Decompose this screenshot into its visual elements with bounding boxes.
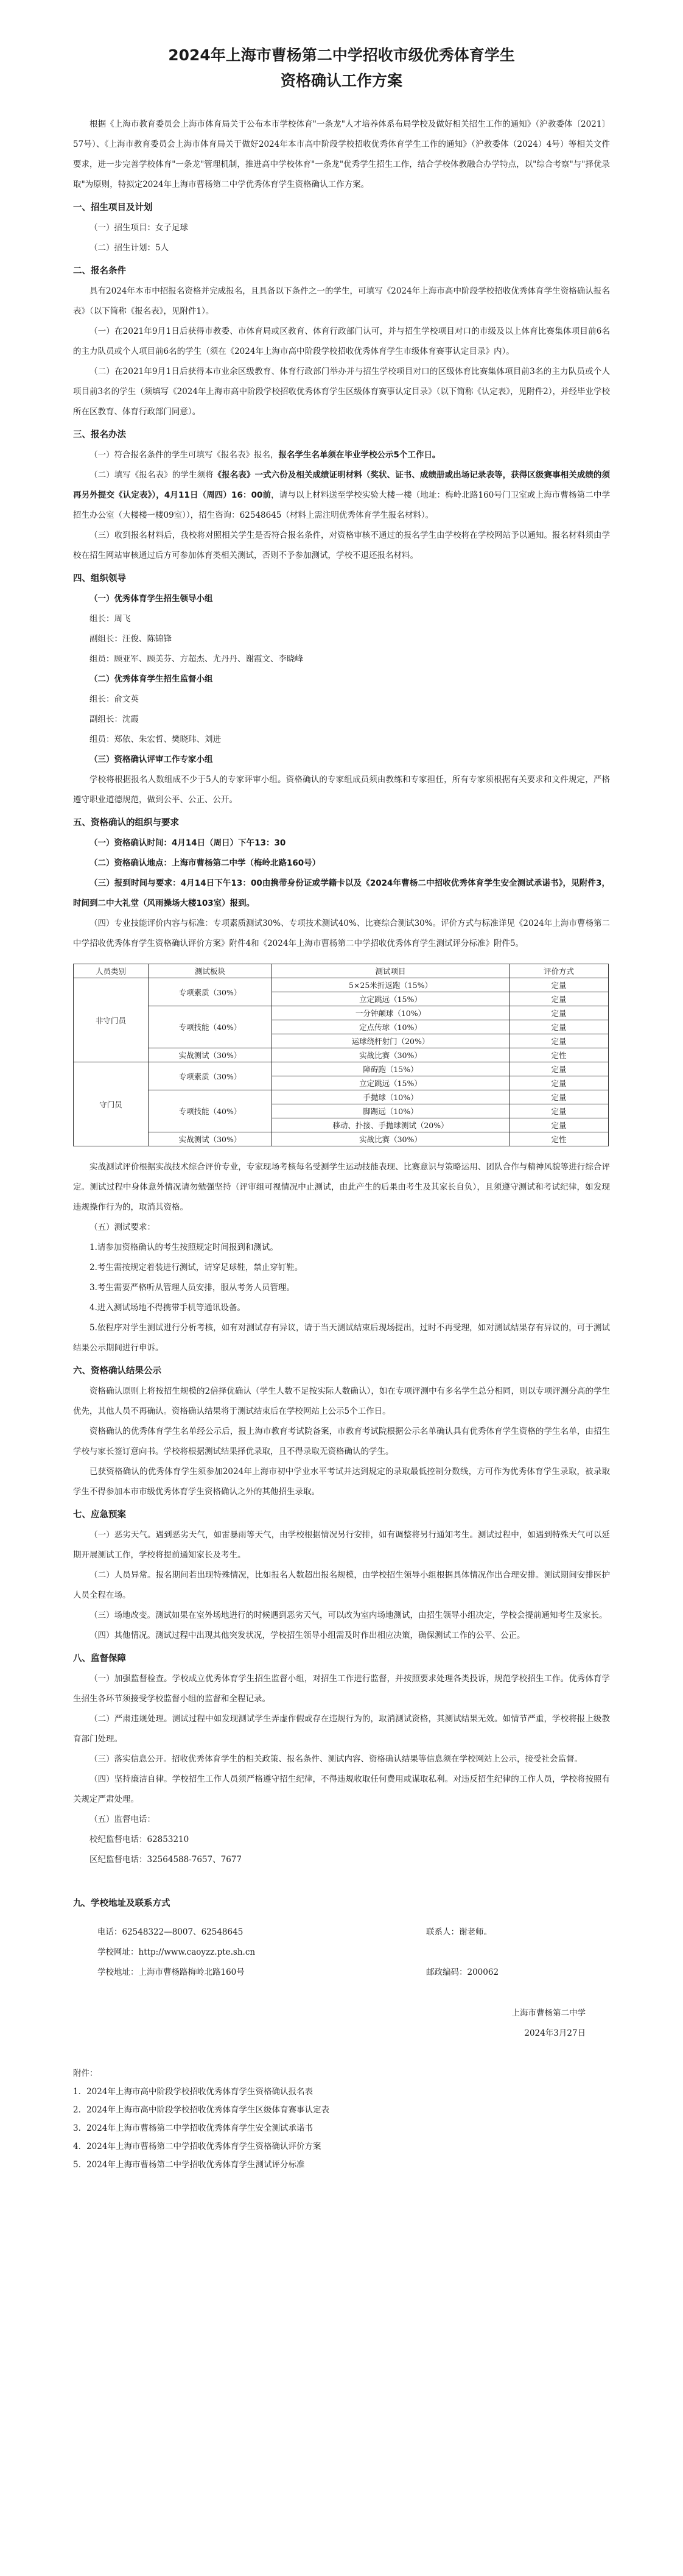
s4-group-2-members: 组员：郑依、朱宏哲、樊晓玮、刘进 xyxy=(89,735,221,744)
table-mode-cell: 定量 xyxy=(510,992,609,1006)
table-group-cell: 守门员 xyxy=(74,1062,149,1146)
table-block-cell: 专项技能（40%） xyxy=(149,1090,272,1132)
s2-paragraph-2: （二）在2021年9月1日后获得本市业余区级教育、体育行政部门举办并与招生学校项目对口的区级体育比赛集体项目前3名的主力队员或个人项目前3名的学生（须填写《2024年上海市高中阶段学校招收优秀体育学生区级体育赛事认定目录》（以下简称《认定表》，见附件2），并经毕业学校所在区教育、体育行政部门同意）。 xyxy=(73,367,610,417)
attachments-list xyxy=(73,2083,610,2174)
section-7-heading: 七、应急预案 xyxy=(73,1510,126,1520)
table-mode-cell: 定量 xyxy=(510,1104,609,1118)
attachment-item: 5．2024年上海市曹杨第二中学招收优秀体育学生测试评分标准 xyxy=(73,2160,305,2170)
s1-item-2: （二）招生计划：5人 xyxy=(89,243,169,253)
s6-paragraph-3: 已获资格确认的优秀体育学生须参加2024年上海市初中学业水平考试并达到规定的录取最低控制分数线，方可作为优秀体育学生录取，被录取学生不得参加本市市级优秀体育学生资格确认之外的其他招生录取。 xyxy=(73,1467,610,1497)
s6-paragraph-1: 资格确认原则上将按招生规模的2倍择优确认（学生人数不足按实际人数确认），如在专项评测中有多名学生总分相同，则以专项评测分高的学生优先，其他人员不再确认。资格确认结果将于测试结束后在学校网站上公示5个工作日。 xyxy=(73,1386,610,1416)
s3-p2-bold: 《报名表》一式六份及相关成绩证明材料（奖状、证书、成绩册或出场记录表等，获得区级赛事相关成绩的须再另外提交《认定表》），4月11日（周四）16：00前 xyxy=(73,470,611,500)
contact-phone: 电话：62548322—8007、62548645 xyxy=(97,1927,243,1937)
table-row xyxy=(74,978,609,992)
table-group-cell: 非守门员 xyxy=(74,978,149,1062)
s3-p2-tail: ，请与以上材料送至学校实验大楼一楼（地址：梅岭北路160号门卫室或上海市曹杨第二中学招生办公室（大楼楼一楼09室）），招生咨询：62548645（材料上需注明优秀体育学生报名材料）。 xyxy=(73,490,610,520)
table-header-row xyxy=(74,964,609,978)
section-2-heading: 二、报名条件 xyxy=(73,266,126,276)
table-mode-cell: 定量 xyxy=(510,1020,609,1034)
table-mode-cell: 定量 xyxy=(510,1062,609,1076)
s3-paragraph-2 xyxy=(73,465,610,526)
s5-remark-1: 1.请参加资格确认的考生按照规定时间报到和测试。 xyxy=(89,1243,278,1252)
s8-paragraph-2: （二）严肃违规处理。测试过程中如发现测试学生弄虚作假或存在违规行为的，取消测试资格，其测试结果无效。如情节严重，学校将报上级教育部门处理。 xyxy=(73,1714,610,1744)
s3-p2-text: （二）填写《报名表》的学生须将 xyxy=(89,470,214,480)
attachments-heading: 附件： xyxy=(73,2069,98,2078)
s3-paragraph-1 xyxy=(73,445,610,465)
table-row xyxy=(74,1062,609,1076)
table-row xyxy=(74,1132,609,1146)
table-item-cell: 立定跳远（15%） xyxy=(272,1076,510,1090)
s5-after-table: 实战测试评价根据实战技术综合评价专业，专家现场考核每名受测学生运动技能表现、比赛意识与策略运用、团队合作与精神风貌等进行综合评定。测试过程中身体意外情况请勿勉强坚持（评审组可视情况中止测试，由此产生的后果由考生及其家长自负），且须遵守测试和考试纪律，如发现违规操作行为的，取消其资格。 xyxy=(73,1162,610,1212)
s4-group-2-heading: （二）优秀体育学生招生监督小组 xyxy=(89,674,213,684)
table-header: 测试项目 xyxy=(272,964,510,978)
s8-phone-district: 区纪监督电话：32564588-7657、7677 xyxy=(89,1855,242,1865)
table-item-cell: 一分钟颠球（10%） xyxy=(272,1006,510,1020)
s8-paragraph-5: （五）监督电话： xyxy=(89,1815,155,1824)
s4-group-1-members: 组员：顾亚军、顾美芬、方超杰、尤丹丹、谢霞文、李晓峰 xyxy=(89,654,303,664)
table-item-cell: 实战比赛（30%） xyxy=(272,1048,510,1062)
attachment-item: 1．2024年上海市高中阶段学校招收优秀体育学生资格确认报名表 xyxy=(73,2087,313,2097)
table-row xyxy=(74,1048,609,1062)
section-1-heading: 一、招生项目及计划 xyxy=(73,203,153,213)
table-mode-cell: 定量 xyxy=(510,1118,609,1132)
table-item-cell: 移动、扑接、手抛球测试（20%） xyxy=(272,1118,510,1132)
score-table xyxy=(73,964,609,1146)
contact-row-1 xyxy=(73,1922,610,1943)
document-title xyxy=(73,43,610,94)
table-mode-cell: 定量 xyxy=(510,1034,609,1048)
attachment-item: 4．2024年上海市曹杨第二中学招收优秀体育学生资格确认评价方案 xyxy=(73,2142,321,2151)
contact-person: 联系人：谢老师。 xyxy=(426,1927,492,1937)
s8-phone-school: 校纪监督电话：62853210 xyxy=(89,1835,189,1844)
s5-remark-2: 2.考生需按规定着装进行测试，请穿足球鞋，禁止穿钉鞋。 xyxy=(89,1263,303,1272)
s7-paragraph-4: （四）其他情况。测试过程中出现其他突发状况，学校招生领导小组需及时作出相应决策，确保测试工作的公平、公正。 xyxy=(89,1631,525,1640)
section-3-heading: 三、报名办法 xyxy=(73,430,126,440)
school-website: 学校网址：http://www.caoyzz.pte.sh.cn xyxy=(97,1947,256,1957)
s4-group-3-text: 学校将根据报名人数组成不少于5人的专家评审小组。资格确认的专家组成员须由教练和专家担任，所有专家须根据有关要求和文件规定，严格遵守职业道德规范，做到公平、公正、公开。 xyxy=(73,775,610,805)
table-item-cell: 运球绕杆射门（20%） xyxy=(272,1034,510,1048)
intro-paragraph: 根据《上海市教育委员会上海市体育局关于公布本市学校体育"一条龙"人才培养体系布局学校及做好相关招生工作的通知》（沪教委体〔2021〕57号）、《上海市教育委员会上海市体育局关于做好2024年本市高中阶段学校招收优秀体育学生工作的通知》（沪教委体（2024）4号）等相关文件要求，进一步完善学校体育"一条龙"管理机制，推进高中学校体育"一条龙"优秀学生招生工作，结合学校体教融合办学特点，以"综合考察"与"择优录取"为原则，特拟定2024年上海市曹杨第二中学优秀体育学生资格确认工作方案。 xyxy=(73,119,610,189)
table-header: 人员类别 xyxy=(74,964,149,978)
table-block-cell: 专项素质（30%） xyxy=(149,1062,272,1090)
table-block-cell: 专项素质（30%） xyxy=(149,978,272,1006)
signature-date: 2024年3月27日 xyxy=(524,2028,586,2038)
table-item-cell: 障碍跑（15%） xyxy=(272,1062,510,1076)
table-mode-cell: 定量 xyxy=(510,1076,609,1090)
table-mode-cell: 定量 xyxy=(510,978,609,992)
table-row xyxy=(74,1090,609,1104)
s4-group-1-heading: （一）优秀体育学生招生领导小组 xyxy=(89,594,213,604)
s6-paragraph-2: 资格确认的优秀体育学生名单经公示后，报上海市教育考试院备案，市教育考试院根据公示名单确认具有优秀体育学生资格的学生名单，由招生学校与家长签订意向书。学校将根据测试结果择优录取，且不得录取无资格确认的学生。 xyxy=(73,1427,610,1456)
s7-paragraph-2: （二）人员异常。报名期间若出现特殊情况，比如报名人数超出报名规模，由学校招生领导小组根据具体情况作出合理安排。测试期间安排医护人员全程在场。 xyxy=(73,1570,610,1600)
s4-group-3-heading: （三）资格确认评审工作专家小组 xyxy=(89,755,213,764)
attachment-item: 2．2024年上海市高中阶段学校招收优秀体育学生区级体育赛事认定表 xyxy=(73,2105,329,2115)
section-6-heading: 六、资格确认结果公示 xyxy=(73,1366,161,1376)
table-item-cell: 5×25米折返跑（15%） xyxy=(272,978,510,992)
table-item-cell: 脚踢远（10%） xyxy=(272,1104,510,1118)
s2-paragraph-0: 具有2024年本市中招报名资格并完成报名，且具备以下条件之一的学生，可填写《2024年上海市高中阶段学校招收优秀体育学生资格确认报名表》（以下简称《报名表》，见附件1）。 xyxy=(73,286,610,316)
s5-remark-5: 5.依程序对学生测试进行分析考核，如有对测试存有异议，请于当天测试结束后现场提出，过时不再受理，如对测试结果存有异议的，可于测试结果公示期间进行申诉。 xyxy=(73,1323,610,1353)
table-block-cell: 实战测试（30%） xyxy=(149,1048,272,1062)
contact-row-3 xyxy=(73,1963,610,1983)
table-item-cell: 立定跳远（15%） xyxy=(272,992,510,1006)
s8-paragraph-4: （四）坚持廉洁自律。学校招生工作人员须严格遵守招生纪律，不得违规收取任何费用或谋取私利。对违反招生纪律的工作人员，学校将按照有关规定严肃处理。 xyxy=(73,1774,610,1804)
s3-p1-text: （一）符合报名条件的学生可填写《报名表》报名， xyxy=(89,450,279,460)
table-row xyxy=(74,1006,609,1020)
s8-paragraph-1: （一）加强监督检查。学校成立优秀体育学生招生监督小组，对招生工作进行监督，并按照要求处理各类投诉，规范学校招生工作。优秀体育学生招生各环节须接受学校监督小组的监督和全程记录。 xyxy=(73,1674,610,1704)
school-address: 学校地址：上海市曹杨路梅岭北路160号 xyxy=(97,1967,245,1977)
s8-paragraph-3: （三）落实信息公开。招收优秀体育学生的相关政策、报名条件、测试内容、资格确认结果等信息须在学校网站上公示，接受社会监督。 xyxy=(89,1754,583,1764)
s5-time: （一）资格确认时间：4月14日（周日）下午13：30 xyxy=(89,838,286,848)
s5-weights: （四）专业技能评价内容与标准：专项素质测试30%、专项技术测试40%、比赛综合测试30%。评价方式与标准详见《2024年上海市曹杨第二中学招收优秀体育学生资格确认评价方案》附件4和《2024年上海市曹杨第二中学招收优秀体育学生测试评分标准》附件5。 xyxy=(73,919,610,948)
signature-school: 上海市曹杨第二中学 xyxy=(511,2008,586,2018)
s5-remark-4: 4.进入测试场地不得携带手机等通讯设备。 xyxy=(89,1303,245,1313)
s5-place: （二）资格确认地点：上海市曹杨第二中学（梅岭北路160号） xyxy=(89,858,321,868)
table-item-cell: 定点传球（10%） xyxy=(272,1020,510,1034)
section-5-heading: 五、资格确认的组织与要求 xyxy=(73,818,179,828)
table-block-cell: 专项技能（40%） xyxy=(149,1006,272,1048)
s4-group-2-deputy: 副组长：沈霞 xyxy=(89,715,139,724)
s4-group-1-deputy: 副组长：汪俊、陈锦锋 xyxy=(89,634,172,644)
section-4-heading: 四、组织领导 xyxy=(73,574,126,584)
s7-paragraph-3: （三）场地改变。测试如果在室外场地进行的时候遇到恶劣天气，可以改为室内场地测试，由招生领导小组决定，学校会提前通知考生及家长。 xyxy=(89,1611,608,1620)
section-8-heading: 八、监督保障 xyxy=(73,1654,126,1664)
s3-paragraph-3: （三）收到报名材料后，我校将对照相关学生是否符合报名条件，对资格审核不通过的报名学生由学校将在学校网站予以通知。报名材料须由学校在招生网站审核通过后方可参加体育类相关测试，否则不予参加测试，学校不退还报名材料。 xyxy=(73,531,610,560)
s2-paragraph-1: （一）在2021年9月1日后获得市教委、市体育局或区教育、体育行政部门认可，并与招生学校项目对口的市级及以上体育比赛集体项目前6名的主力队员或个人项目前6名的学生（须在《2024年上海市高中阶段学校招收优秀体育学生市级体育赛事认定目录》内）。 xyxy=(73,326,610,356)
table-header: 评价方式 xyxy=(510,964,609,978)
s5-remarks-heading: （五）测试要求： xyxy=(89,1223,155,1232)
s4-group-2-leader: 组长：俞文英 xyxy=(89,694,139,704)
table-item-cell: 实战比赛（30%） xyxy=(272,1132,510,1146)
title-line-1: 2024年上海市曹杨第二中学招收市级优秀体育学生 xyxy=(168,46,515,64)
s7-paragraph-1: （一）恶劣天气。遇到恶劣天气，如雷暴雨等天气，由学校根据情况另行安排，如有调整将另行通知考生。测试过程中，如遇到特殊天气可以延期开展测试工作，学校将提前通知家长及考生。 xyxy=(73,1530,610,1560)
s5-report-a: （三）报到时间与要求：4月14日下午13：00由携带身份证或学籍卡以及《2024年曹杨二中招收优秀体育学生安全测试承诺书》，见附件3， xyxy=(89,878,610,888)
table-mode-cell: 定量 xyxy=(510,1090,609,1104)
zip-code: 邮政编码：200062 xyxy=(426,1967,499,1977)
section-9-heading: 九、学校地址及联系方式 xyxy=(73,1899,170,1908)
s5-report-b: 时间到二中大礼堂（风雨操场大楼103室）报到。 xyxy=(73,898,255,908)
table-mode-cell: 定量 xyxy=(510,1006,609,1020)
s5-remark-3: 3.考生需要严格听从管理人员安排，服从考务人员管理。 xyxy=(89,1283,295,1293)
table-mode-cell: 定性 xyxy=(510,1132,609,1146)
title-line-2: 资格确认工作方案 xyxy=(280,72,402,90)
table-block-cell: 实战测试（30%） xyxy=(149,1132,272,1146)
table-item-cell: 手抛球（10%） xyxy=(272,1090,510,1104)
s3-p1-bold: 报名学生名单须在毕业学校公示5个工作日。 xyxy=(278,450,441,460)
attachment-item: 3．2024年上海市曹杨第二中学招收优秀体育学生安全测试承诺书 xyxy=(73,2123,313,2133)
contact-row-2 xyxy=(73,1943,610,1963)
s4-group-1-leader: 组长：周飞 xyxy=(89,614,131,624)
table-mode-cell: 定性 xyxy=(510,1048,609,1062)
s1-item-1: （一）招生项目：女子足球 xyxy=(89,223,188,233)
table-header: 测试板块 xyxy=(149,964,272,978)
s5-report xyxy=(73,873,610,914)
